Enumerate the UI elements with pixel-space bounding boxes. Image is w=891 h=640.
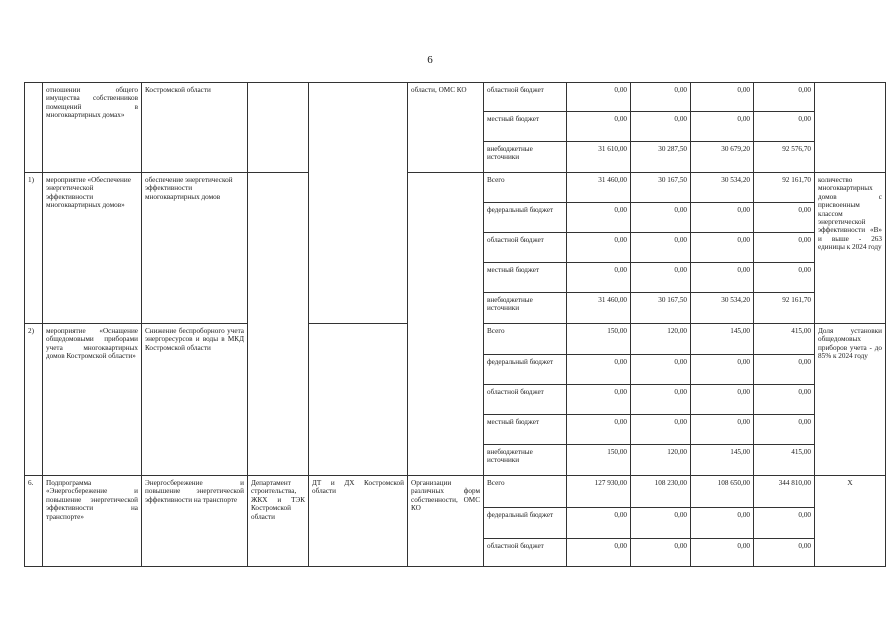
value-cell: 0,00 [567, 83, 631, 112]
program-table [24, 82, 886, 567]
value-cell: 0,00 [631, 263, 691, 293]
row-number: 6. [25, 476, 43, 567]
value-cell: 0,00 [631, 385, 691, 415]
value-cell: 0,00 [691, 83, 754, 112]
value-cell: 0,00 [631, 83, 691, 112]
value-cell: 0,00 [631, 508, 691, 539]
value-cell: 0,00 [567, 539, 631, 567]
value-cell: 31 610,00 [567, 142, 631, 173]
row-number: 1) [25, 173, 43, 324]
value-cell: 0,00 [567, 508, 631, 539]
page-number: 6 [427, 54, 433, 66]
value-cell: 150,00 [567, 445, 631, 476]
value-cell: 0,00 [567, 415, 631, 445]
table-row [25, 173, 886, 203]
source-cell: внебюджетные источники [484, 293, 567, 324]
total-cell: 0,00 [754, 508, 815, 539]
total-cell: 0,00 [754, 83, 815, 112]
source-cell: Всего [484, 476, 567, 508]
total-cell: 0,00 [754, 203, 815, 233]
source-cell: областной бюджет [484, 233, 567, 263]
total-cell: 0,00 [754, 415, 815, 445]
value-cell: 0,00 [567, 203, 631, 233]
value-cell: 30 534,20 [691, 173, 754, 203]
value-cell: 0,00 [691, 203, 754, 233]
value-cell: 0,00 [567, 355, 631, 385]
value-cell: 0,00 [631, 355, 691, 385]
goal-cell: обеспечение энергетической эффективности многоквартирных домов [142, 173, 248, 324]
partner-cell: Организации различных форм собственности, ОМС КО [408, 476, 484, 567]
value-cell: 30 534,20 [691, 293, 754, 324]
source-cell: Всего [484, 173, 567, 203]
value-cell: 31 460,00 [567, 173, 631, 203]
source-cell: федеральный бюджет [484, 203, 567, 233]
total-cell: 415,00 [754, 445, 815, 476]
value-cell: 0,00 [691, 233, 754, 263]
value-cell: 127 930,00 [567, 476, 631, 508]
total-cell: 92 576,70 [754, 142, 815, 173]
total-cell: 92 161,70 [754, 173, 815, 203]
value-cell: 0,00 [691, 415, 754, 445]
source-cell: федеральный бюджет [484, 508, 567, 539]
value-cell: 0,00 [567, 233, 631, 263]
total-cell: 0,00 [754, 263, 815, 293]
value-cell: 0,00 [567, 385, 631, 415]
total-cell: 0,00 [754, 539, 815, 567]
responsible-cell: Департамент строительства, ЖКХ и ТЭК Костромской области [248, 476, 309, 567]
value-cell: 145,00 [691, 324, 754, 355]
source-cell: областной бюджет [484, 385, 567, 415]
source-cell: внебюджетные источники [484, 445, 567, 476]
coexecutor-cell: ДТ и ДХ Костромской области [309, 476, 408, 567]
source-cell: внебюджетные источники [484, 142, 567, 173]
partner-cell: области, ОМС КО [408, 83, 484, 173]
source-cell: Всего [484, 324, 567, 355]
value-cell: 0,00 [691, 112, 754, 142]
value-cell: 30 287,50 [631, 142, 691, 173]
value-cell: 30 679,20 [691, 142, 754, 173]
value-cell: 30 167,50 [631, 293, 691, 324]
total-cell: 0,00 [754, 233, 815, 263]
description-cell: отношении общего имущества собственников помещений в многоквартирных домах» [43, 83, 142, 173]
value-cell: 0,00 [691, 355, 754, 385]
value-cell: 0,00 [691, 539, 754, 567]
value-cell: 108 230,00 [631, 476, 691, 508]
total-cell: 344 810,00 [754, 476, 815, 508]
goal-cell: Энергосбережение и повышение энергетической эффективности на транспорте [142, 476, 248, 567]
source-cell: областной бюджет [484, 539, 567, 567]
row-number: 2) [25, 324, 43, 476]
value-cell: 145,00 [691, 445, 754, 476]
value-cell: 30 167,50 [631, 173, 691, 203]
value-cell: 0,00 [691, 385, 754, 415]
goal-cell: Снижение беспроборного учета энергоресурсов и воды в МКД Костромской области [142, 324, 248, 476]
value-cell: 0,00 [691, 263, 754, 293]
description-cell: Подпрограмма «Энергосбережение и повышение энергетической эффективности на транспорте» [43, 476, 142, 567]
region-cell: Костромской области [142, 83, 248, 173]
value-cell: 0,00 [631, 233, 691, 263]
total-cell: 92 161,70 [754, 293, 815, 324]
total-cell: 0,00 [754, 112, 815, 142]
value-cell: 31 460,00 [567, 293, 631, 324]
value-cell: 0,00 [631, 203, 691, 233]
total-cell: 0,00 [754, 385, 815, 415]
description-cell: мероприятие «Оснащение общедомовыми приборами учета многоквартирных домов Костромской области» [43, 324, 142, 476]
source-cell: федеральный бюджет [484, 355, 567, 385]
table-row [25, 476, 886, 508]
value-cell: 0,00 [631, 112, 691, 142]
value-cell: 0,00 [567, 112, 631, 142]
value-cell: 0,00 [691, 508, 754, 539]
value-cell: 150,00 [567, 324, 631, 355]
value-cell: 108 650,00 [691, 476, 754, 508]
indicator-cell: количество многоквартирных домов с присвоенным классом энергетической эффективности «В» и выше - 263 единицы к 2024 году [815, 173, 886, 324]
source-cell: областной бюджет [484, 83, 567, 112]
source-cell: местный бюджет [484, 112, 567, 142]
value-cell: 120,00 [631, 324, 691, 355]
value-cell: 0,00 [631, 539, 691, 567]
value-cell: 120,00 [631, 445, 691, 476]
indicator-cell: Доля установки общедомовых приборов учета - до 85% к 2024 году [815, 324, 886, 476]
value-cell: 0,00 [631, 415, 691, 445]
indicator-cell: Х [815, 476, 886, 567]
table-row [25, 83, 886, 112]
total-cell: 415,00 [754, 324, 815, 355]
value-cell: 0,00 [567, 263, 631, 293]
source-cell: местный бюджет [484, 415, 567, 445]
source-cell: местный бюджет [484, 263, 567, 293]
description-cell: мероприятие «Обеспечение энергетической эффективности многоквартирных домов» [43, 173, 142, 324]
total-cell: 0,00 [754, 355, 815, 385]
